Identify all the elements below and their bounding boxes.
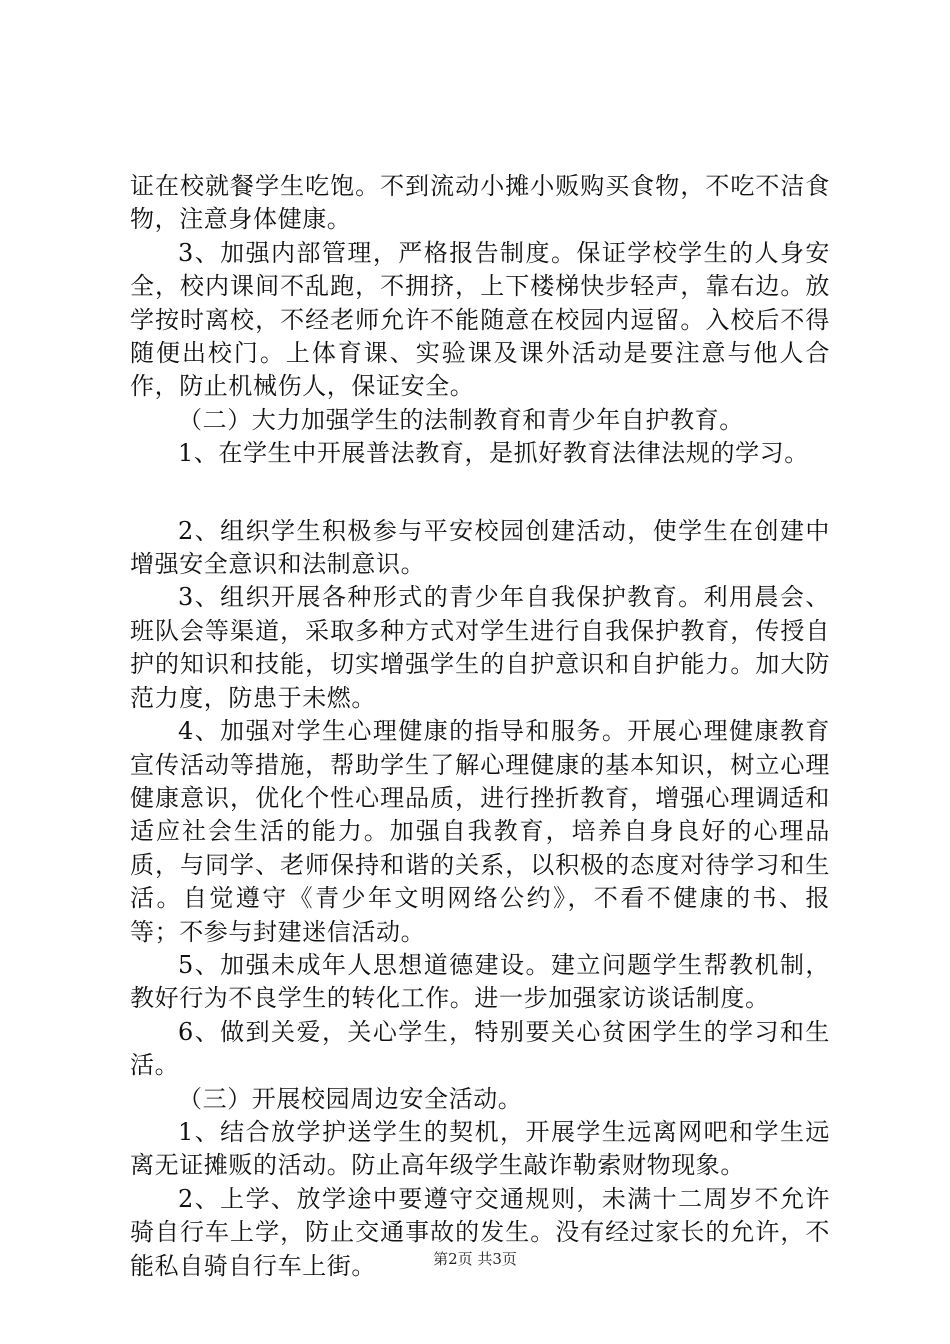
paragraph-mental-health: 4、加强对学生心理健康的指导和服务。开展心理健康教育宣传活动等措施，帮助学生了解心理健康的基本知识，树立心理健康意识，优化个性心理品质，进行挫折教育，增强心理调适和适应社会生活的能力。加强自我教育，培养自身良好的心理品质，与同学、老师保持和谐的关系，以积极的态度对待学习和生活。自觉遵守《青少年文明网络公约》，不看不健康的书、报等；不参与封建迷信活动。 xyxy=(130,717,830,946)
paragraph-continued-meals: 证在校就餐学生吃饱。不到流动小摊小贩购买食物，不吃不洁食物，注意身体健康。 xyxy=(130,172,830,234)
paragraph-traffic-rules: 2、上学、放学途中要遵守交通规则，未满十二周岁不允许骑自行车上学，防止交通事故的发生。没有经过家长的允许，不能私自骑自行车上街。 xyxy=(130,1184,830,1280)
paragraph-self-protection: 3、组织开展各种形式的青少年自我保护教育。利用晨会、班队会等渠道，采取多种方式对学生进行自我保护教育，传授自护的知识和技能，切实增强学生的自护意识和自护能力。加大防范力度，防患于未燃。 xyxy=(130,583,830,712)
page-number-footer: 第2页 共3页 xyxy=(433,1250,517,1268)
paragraph-gap xyxy=(130,471,830,515)
paragraph-law-education: 1、在学生中开展普法教育，是抓好教育法律法规的学习。 xyxy=(178,439,809,468)
heading-legal-education: （二）大力加强学生的法制教育和青少年自护教育。 xyxy=(178,405,744,434)
paragraph-escort-students: 1、结合放学护送学生的契机，开展学生远离网吧和学生远离无证摊贩的活动。防止高年级学生敲诈勒索财物现象。 xyxy=(130,1117,830,1180)
document-body xyxy=(130,170,830,1283)
paragraph-moral-education: 5、加强未成年人思想道德建设。建立问题学生帮教机制，教好行为不良学生的转化工作。进一步加强家访谈话制度。 xyxy=(130,950,830,1013)
paragraph-care-students: 6、做到关爱，关心学生，特别要关心贫困学生的学习和生活。 xyxy=(130,1017,830,1080)
heading-campus-surroundings: （三）开展校园周边安全活动。 xyxy=(178,1084,523,1113)
paragraph-safe-campus: 2、组织学生积极参与平安校园创建活动，使学生在创建中增强安全意识和法制意识。 xyxy=(130,516,830,579)
paragraph-internal-management: 3、加强内部管理，严格报告制度。保证学校学生的人身安全，校内课间不乱跑，不拥挤，上下楼梯快步轻声，靠右边。放学按时离校，不经老师允许不能随意在校园内逗留。入校后不得随便出校门。上体育课、实验课及课外活动是要注意与他人合作，防止机械伤人，保证安全。 xyxy=(130,238,830,401)
